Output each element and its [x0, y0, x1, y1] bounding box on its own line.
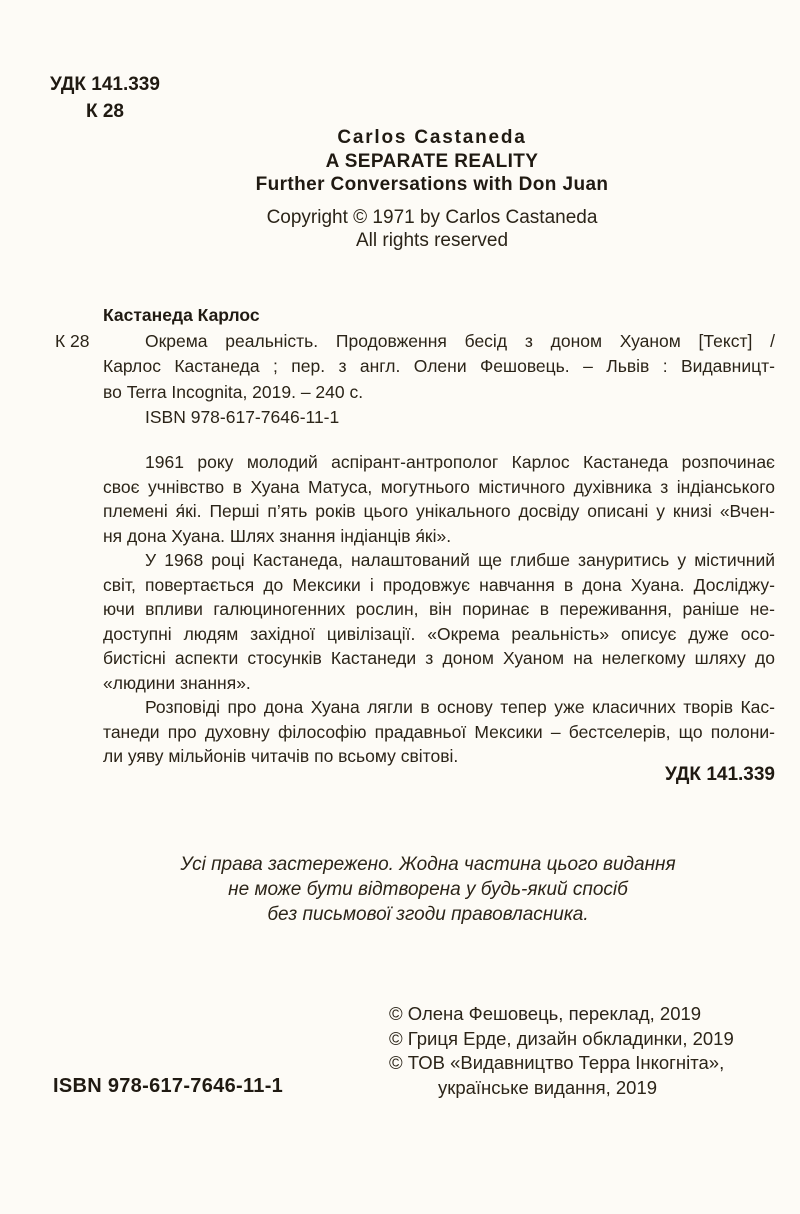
- copyright-credit-line: © Олена Фешовець, переклад, 2019: [389, 1003, 702, 1024]
- udc-classification-block: [50, 71, 172, 125]
- catalog-line: [55, 329, 775, 355]
- catalog-card: [55, 303, 775, 431]
- original-copyright-block: [85, 206, 779, 252]
- annotation-line: бистісні аспекти стосунків Кастанеди з доном Хуаном на нелегкому шляху до: [103, 648, 775, 668]
- annotation-line: ли уяву мільйонів читачів по всьому світові.: [103, 746, 459, 766]
- annotation-line: «людини знання».: [103, 672, 251, 693]
- annotation: [103, 450, 775, 769]
- copyright-credits: [389, 1002, 734, 1100]
- rights-notice: All rights reserved: [355, 229, 509, 251]
- isbn: ISBN 978-617-7646-11-1: [53, 1075, 284, 1097]
- udc-code-bottom: УДК 141.339: [665, 764, 775, 785]
- catalog-line: во Terra Incognita, 2019. – 240 с.: [103, 381, 364, 402]
- original-subtitle: Further Conversations with Don Juan: [255, 174, 609, 195]
- rights-reserved-line: не може бути відтворена у будь-який спосіб: [228, 879, 628, 900]
- rights-reserved-line: без письмової згоди правовласника.: [267, 904, 589, 925]
- annotation-line: У 1968 році Кастанеда, налаштований ще глибше зануритись у містичний: [145, 550, 775, 570]
- annotation-paragraph: [103, 450, 775, 548]
- annotation-line: своє учнівство в Хуана Матуса, могутнього містичного духівника з індіанського: [103, 476, 775, 497]
- annotation-line: племені я́кі. Перші п’ять років цього унікального досвіду описані у книзі «Вчен-: [103, 501, 775, 521]
- original-title: A SEPARATE REALITY: [325, 150, 539, 172]
- copyright-credit-line: українське видання, 2019: [438, 1076, 658, 1098]
- copyright-credit-line: © ТОВ «Видавництво Терра Інкогніта»,: [389, 1052, 725, 1073]
- author-sign: К 28: [85, 101, 124, 122]
- annotation-paragraph: [103, 548, 775, 695]
- annotation-line: ня дона Хуана. Шлях знання індіанців я́кі».: [103, 525, 452, 546]
- catalog-index: К 28: [55, 330, 90, 351]
- annotation-line: Розповіді про дона Хуана лягли в основу тепер уже класичних творів Кас-: [145, 697, 775, 717]
- rights-reserved-line: Усі права застережено. Жодна частина цього видання: [180, 854, 676, 875]
- original-title-block: [85, 126, 779, 252]
- catalog-isbn: ISBN 978-617-7646-11-1: [145, 407, 340, 427]
- annotation-line: доступні людям західної цивілізації. «Окрема реальність» описує дуже осо-: [103, 623, 775, 644]
- catalog-author: Кастанеда Карлос: [103, 305, 260, 325]
- annotation-line: танеди про духовну філософію прадавньої Мексики – бестселерів, що полони-: [103, 721, 775, 742]
- annotation-line: 1961 року молодий аспірант-антрополог Карлос Кастанеда розпочинає: [145, 452, 775, 472]
- rights-reserved-notice: [56, 852, 800, 927]
- copyright-credit-line: © Гриця Ерде, дизайн обкладинки, 2019: [389, 1027, 734, 1049]
- copyright-notice: Copyright © 1971 by Carlos Castaneda: [266, 206, 598, 228]
- catalog-line: Окрема реальність. Продовження бесід з доном Хуаном [Текст] /: [145, 330, 775, 351]
- original-author: Carlos Castaneda: [337, 127, 527, 148]
- catalog-line: Карлос Кастанеда ; пер. з англ. Олени Фешовець. – Львів : Видавницт-: [103, 356, 775, 376]
- annotation-line: світ, повертається до Мексики і продовжує навчання в дона Хуана. Досліджу-: [103, 574, 775, 595]
- annotation-paragraph: [103, 695, 775, 769]
- udc-code: УДК 141.339: [50, 74, 160, 95]
- annotation-line: ючи впливи галюциногенних рослин, він поринає в переживання, раніше не-: [103, 599, 775, 619]
